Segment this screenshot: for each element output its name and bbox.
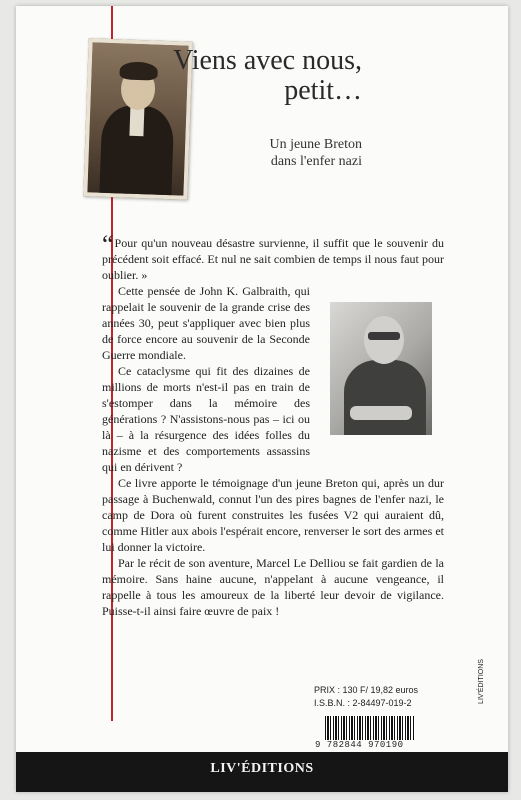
title-line-2: petit… (284, 75, 362, 106)
isbn-label: I.S.B.N. : 2-84497-019-2 (314, 698, 412, 708)
subtitle-line-1: Un jeune Breton (269, 137, 362, 152)
paragraph-4: Ce livre apporte le témoignage d'un jeune Breton qui, après un dur passage à Buchenwald, connut l'un des pires bagnes de l'enfer nazi, le camp de Dora où furent construites les fusées V2 qui auraient dû, comme Hitler aux abois l'espérait encore, renverser le sort des armes et lui donner la victoire. (102, 476, 444, 554)
paragraph-3: Ce cataclysme qui fit des dizaines de millions de morts n'est-il pas en train de s'estomper dans la mémoire des générations ? N'assistons-nous pas – ici ou là – à la résurgence des idées folles du nazisme et des comportements assassins qui en dérivent ? (102, 364, 310, 474)
price-isbn-block (314, 684, 418, 710)
side-logo-text: LIV'ÉDITIONS (477, 659, 485, 704)
opening-quote-mark: “ (102, 230, 114, 259)
paragraph-5: Par le récit de son aventure, Marcel Le Delliou se fait gardien de la mémoire. Sans haine aucune, n'appelant à aucune vengeance, il rappelle à tous les amoureux de la liberté leur devoir de vigilance. Puisse-t-il ainsi faire œuvre de paix ! (102, 556, 444, 618)
book-subtitle (190, 136, 362, 170)
book-title (140, 46, 362, 106)
side-publisher-logo (477, 654, 493, 714)
publisher-name: LIV'ÉDITIONS (210, 761, 314, 776)
author-portrait-photo (330, 302, 432, 435)
title-line-1: Viens avec nous, (173, 45, 362, 76)
price-label: PRIX : 130 F/ 19,82 euros (314, 685, 419, 695)
subtitle-line-2: dans l'enfer nazi (270, 154, 362, 169)
barcode-number: 9 782844 970190 (315, 740, 404, 750)
paragraph-2: Cette pensée de John K. Galbraith, qui rappelait le souvenir de la grande crise des années 30, peut s'appliquer avec bien plus de force encore au souvenir de la Seconde Guerre mondiale. (102, 284, 310, 362)
paragraph-1: “Pour qu'un nouveau désastre survienne, il suffit que le souvenir du précédent soit effacé. Et nul ne sait combien de temps il nous faut pour oublier. » (102, 230, 444, 282)
barcode (325, 716, 415, 740)
